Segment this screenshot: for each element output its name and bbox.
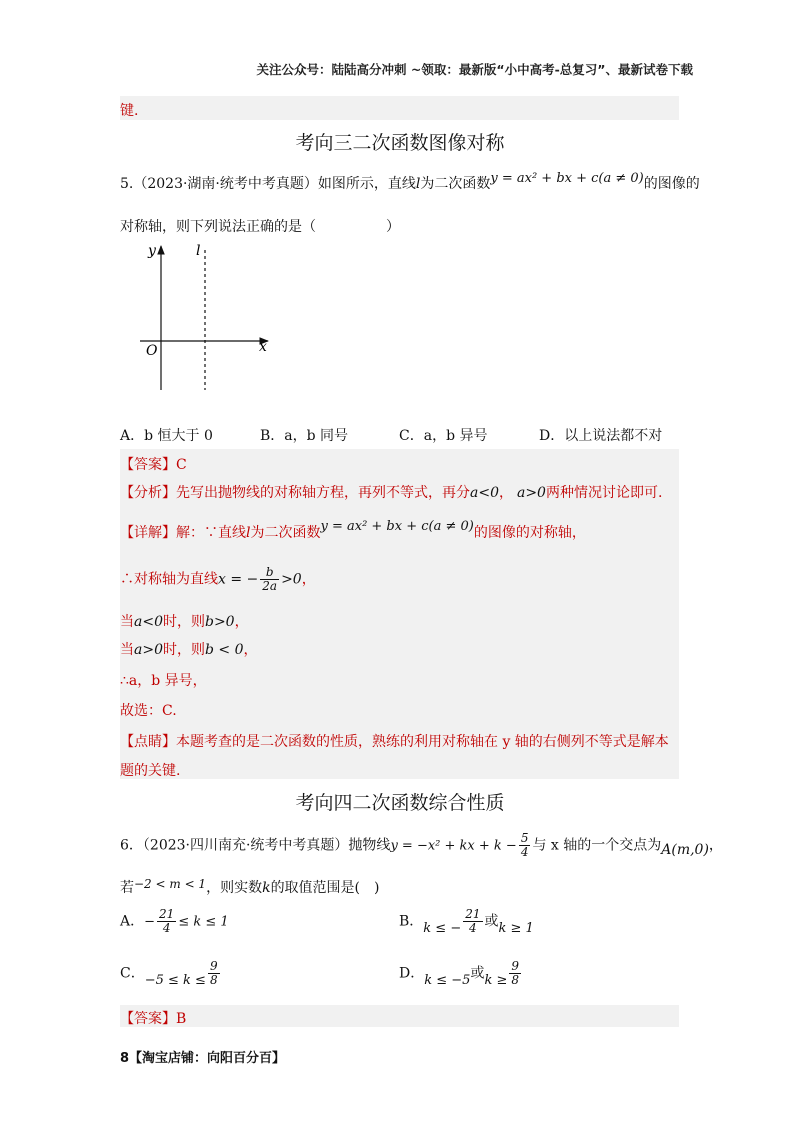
section4-title: 考向四二次函数综合性质: [295, 792, 505, 814]
l-label: l: [196, 243, 201, 259]
q5-answer: 【答案】C: [120, 457, 187, 473]
q6-stem-line2: 若−2 < m < 1，则实数k的取值范围是( ): [120, 877, 380, 896]
q5-comment-line2: 题的关键.: [120, 763, 181, 779]
q5-axis-line: ∴对称轴为直线x = − $\frac{b}{2a}$ >0，: [120, 565, 316, 593]
q6-answer: 【答案】B: [120, 1011, 187, 1027]
q5-stem: 5.（2023·湖南·统考中考真题）如图所示，直线l为二次函数y = ax² + bx + c(a ≠ 0)的图像的: [120, 171, 700, 192]
q5-detail: 【详解】解：∵直线l为二次函数y = ax² + bx + c(a ≠ 0)的图像的对称轴，: [120, 519, 586, 541]
q5-axis-graph: [140, 238, 280, 398]
q5-case1: 当a<0时，则b>0，: [120, 614, 249, 630]
x-label: x: [259, 339, 267, 355]
q6-option-b[interactable]: B．k ≤ − $\frac{21}{4}$ 或k ≥ 1: [399, 907, 534, 936]
q5-option-d[interactable]: D．以上说法都不对: [539, 428, 663, 444]
q5-option-c[interactable]: C．a，b 异号: [399, 428, 488, 444]
origin-label: O: [146, 343, 158, 359]
q6-option-c[interactable]: C．−5 ≤ k ≤ $\frac{9}{8}$: [120, 959, 218, 988]
q5-stem-line2: 对称轴，则下列说法正确的是（ ）: [120, 219, 400, 235]
q5-analysis: 【分析】先写出抛物线的对称轴方程，再列不等式，再分a<0， a>0两种情况讨论即可.: [120, 485, 663, 501]
q5-choice: 故选：C.: [120, 703, 177, 719]
q5-comment-line1: 【点睛】本题考查的是二次函数的性质，熟练的利用对称轴在 y 轴的右侧列不等式是解本: [120, 734, 669, 750]
y-label: y: [148, 243, 156, 259]
q5-conclusion: ∴a，b 异号，: [120, 673, 207, 689]
q6-stem: 6．（2023·四川南充·统考中考真题）抛物线y = −x² + kx + k − $\frac{5}{4}$ 与 x 轴的一个交点为A(m,0)，: [120, 831, 723, 859]
page-header: 关注公众号：陆陆高分冲刺 ~领取：最新版“小中高考-总复习”、最新试卷下载: [256, 62, 693, 77]
q5-case2: 当a>0时，则b < 0，: [120, 642, 258, 658]
q6-answer-band: [120, 1005, 679, 1027]
q5-option-a[interactable]: A．b 恒大于 0: [120, 428, 213, 444]
q5-option-b[interactable]: B．a，b 同号: [260, 428, 349, 444]
q6-option-d[interactable]: D．k ≤ −5或k ≥ $\frac{9}{8}$: [399, 959, 519, 988]
prev-solution-tail: 键.: [120, 103, 139, 119]
prev-solution-band: [120, 96, 679, 120]
section3-title: 考向三二次函数图像对称: [295, 132, 505, 154]
q6-option-a[interactable]: A．− $\frac{21}{4}$ ≤ k ≤ 1: [120, 907, 229, 935]
q5-formula: y = ax² + bx + c(a ≠ 0): [490, 171, 644, 186]
page-footer: 8【淘宝店铺：向阳百分百】: [120, 1051, 286, 1066]
